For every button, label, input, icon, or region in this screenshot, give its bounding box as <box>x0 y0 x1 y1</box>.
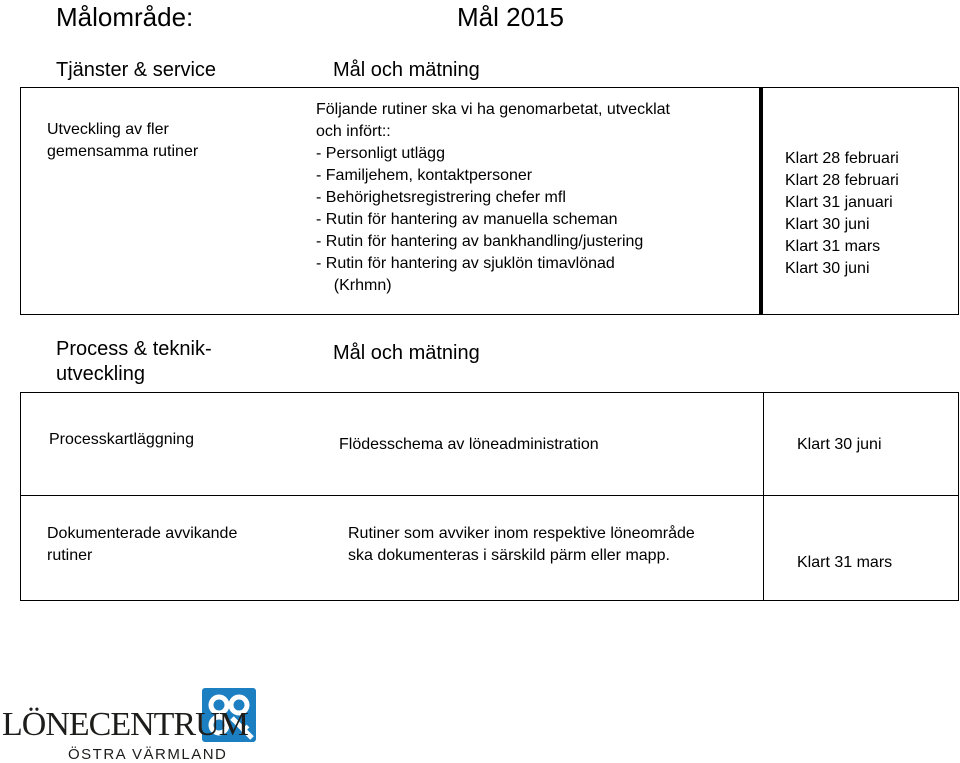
list-item: (Krhmn) <box>316 277 392 294</box>
logo-name: LÖNECENTRUM <box>2 706 248 743</box>
deadline-item: Klart 28 februari <box>785 150 899 167</box>
routines-list <box>316 143 670 297</box>
list-item: - Rutin för hantering av sjuklön timavlönad <box>316 255 615 272</box>
routines-row-title: Utveckling av fler gemensamma rutiner <box>47 121 199 160</box>
section-heading-goals-2: Mål och mätning <box>333 342 480 364</box>
logo-region: ÖSTRA VÄRMLAND <box>68 746 228 763</box>
list-item: - Behörighetsregistrering chefer mfl <box>316 189 566 206</box>
section-heading-services: Tjänster & service <box>56 59 217 81</box>
deviating-routines-title: Dokumenterade avvikande rutiner <box>47 525 238 564</box>
goal-year-label: Mål 2015 <box>457 2 564 32</box>
deadline-item: Klart 30 juni <box>785 260 870 277</box>
process-mapping-desc: Flödesschema av löneadministration <box>339 436 599 453</box>
list-item: - Rutin för hantering av bankhandling/justering <box>316 233 644 250</box>
deadline-item: Klart 31 januari <box>785 194 893 211</box>
list-item: - Rutin för hantering av manuella scheman <box>316 211 618 228</box>
deviating-routines-divider <box>763 495 959 601</box>
deviating-routines-deadline: Klart 31 mars <box>797 554 893 571</box>
process-mapping-title: Processkartläggning <box>49 431 194 448</box>
routines-deadlines <box>785 148 899 280</box>
deadline-item: Klart 30 juni <box>785 216 870 233</box>
routines-description: Följande rutiner ska vi ha genomarbetat, utvecklat och infört:: - Personligt utlägg - Familjehem, kontaktpersoner - Behörighetsregistrering chefer mfl - Rutin för hantering av manuella scheman - Rutin för hantering av bankhandling/justering - Rutin för hantering av sjuklön timavlönad (Krhmn) <box>316 99 670 297</box>
process-mapping-deadline: Klart 30 juni <box>797 436 882 453</box>
list-item: - Personligt utlägg <box>316 145 445 162</box>
deadline-item: Klart 28 februari <box>785 172 899 189</box>
section-heading-process: Process & teknik- utveckling <box>56 338 212 385</box>
deviating-routines-desc: Rutiner som avviker inom respektive löneområde ska dokumenteras i särskild pärm eller mapp. <box>348 525 695 564</box>
list-item: - Familjehem, kontaktpersoner <box>316 167 533 184</box>
target-area-label: Målområde: <box>56 2 194 32</box>
section-heading-goals: Mål och mätning <box>333 59 480 81</box>
deadline-item: Klart 31 mars <box>785 238 881 255</box>
